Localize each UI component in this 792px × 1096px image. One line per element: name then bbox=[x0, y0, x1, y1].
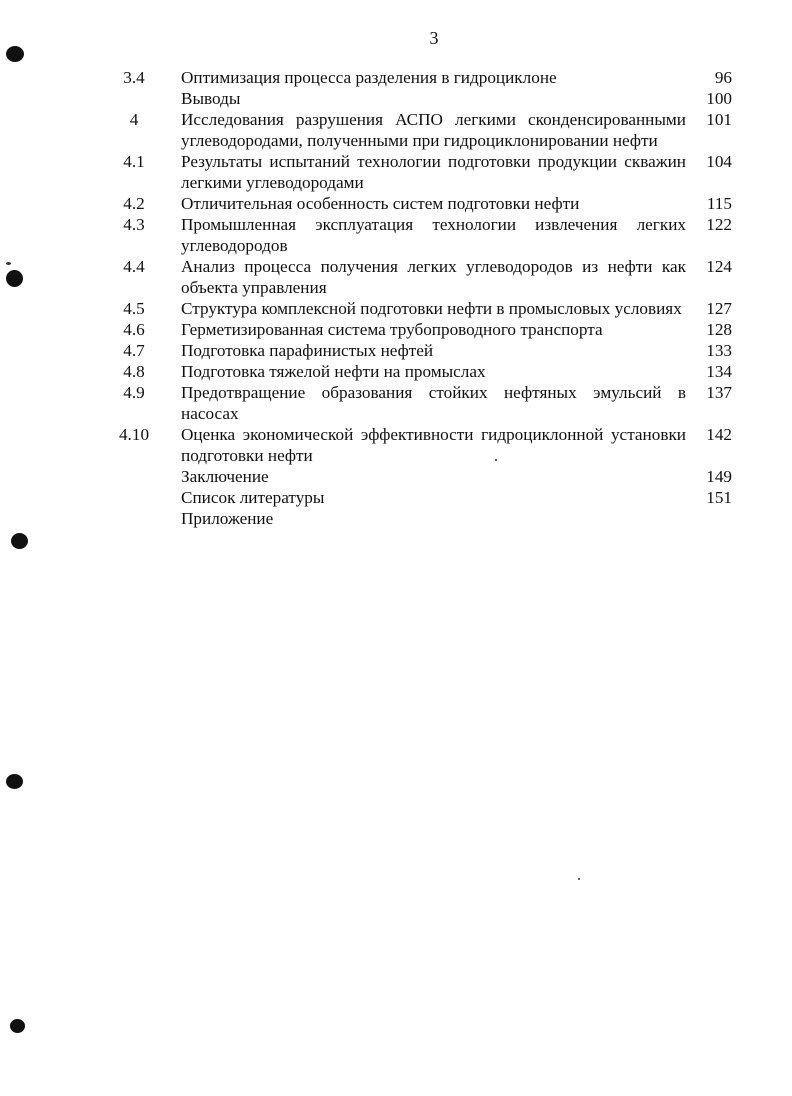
toc-entry bbox=[0, 466, 792, 487]
toc-entry bbox=[0, 109, 792, 151]
toc-entry-number: 4.3 bbox=[123, 215, 145, 234]
toc-entry-number: 4.10 bbox=[118, 425, 150, 444]
toc-entry-page: 137 bbox=[706, 383, 732, 402]
binder-hole-mark bbox=[6, 270, 23, 287]
toc-entry-number: 4.9 bbox=[123, 383, 145, 402]
toc-entry-number: 4.1 bbox=[123, 152, 145, 171]
toc-entry-title: Приложение bbox=[181, 509, 274, 528]
toc-entry-title: Отличительная особенность систем подготовки нефти bbox=[181, 194, 580, 213]
toc-entry-page: 104 bbox=[706, 152, 732, 171]
toc-entry-page: 122 bbox=[706, 215, 732, 234]
toc-entry-number: 4.7 bbox=[123, 341, 145, 360]
toc-entry-page: 151 bbox=[706, 488, 732, 507]
toc-entry bbox=[0, 193, 792, 214]
toc-entry-number: 4.5 bbox=[123, 299, 145, 318]
toc-entry-page: 101 bbox=[706, 110, 732, 129]
toc-entry-page: 133 bbox=[706, 341, 732, 360]
toc-entry-title: Заключение bbox=[181, 467, 269, 486]
toc-entry-title: Предотвращение образования стойких нефтяных эмульсий в насосах bbox=[181, 383, 686, 423]
toc-entry-title: Результаты испытаний технологии подготовки продукции скважин легкими углеводородами bbox=[181, 152, 686, 192]
toc-entry-page: 128 bbox=[706, 320, 732, 339]
toc-entry bbox=[0, 256, 792, 298]
toc-entry bbox=[0, 67, 792, 88]
toc-entry-title: Анализ процесса получения легких углеводородов из нефти как объекта управления bbox=[181, 257, 686, 297]
toc-entry-page: 115 bbox=[706, 194, 732, 213]
toc-entry bbox=[0, 340, 792, 361]
toc-entry-title: Оптимизация процесса разделения в гидроциклоне bbox=[181, 68, 557, 87]
toc-entry-title: Оценка экономической эффективности гидроциклонной установки подготовки нефти bbox=[181, 425, 686, 465]
toc-entry-number: 4 bbox=[129, 110, 139, 129]
toc-entry-title: Подготовка парафинистых нефтей bbox=[181, 341, 434, 360]
toc-entry-title: Исследования разрушения АСПО легкими сконденсированными углеводородами, полученными при гидроциклонировании нефти bbox=[181, 110, 686, 150]
toc-entry bbox=[0, 319, 792, 340]
toc-entry bbox=[0, 151, 792, 193]
toc-entry-title: Список литературы bbox=[181, 488, 325, 507]
toc-entry-number: 4.6 bbox=[123, 320, 145, 339]
page-number: 3 bbox=[429, 28, 439, 48]
scan-speck bbox=[6, 262, 11, 265]
scan-speck bbox=[578, 878, 580, 880]
toc-entry bbox=[0, 214, 792, 256]
toc-entry bbox=[0, 487, 792, 508]
toc-entry-page: 134 bbox=[706, 362, 732, 381]
toc-entry bbox=[0, 508, 792, 529]
toc-entry bbox=[0, 424, 792, 466]
binder-hole-mark bbox=[6, 774, 23, 789]
toc-entry-title: Структура комплексной подготовки нефти в промысловых условиях bbox=[181, 299, 682, 318]
toc-entry bbox=[0, 298, 792, 319]
toc-entry bbox=[0, 361, 792, 382]
toc-entry-page: 96 bbox=[714, 68, 732, 87]
toc-entry-number: 4.4 bbox=[123, 257, 145, 276]
toc-entry-title: Герметизированная система трубопроводного транспорта bbox=[181, 320, 603, 339]
toc-entry-title: Промышленная эксплуатация технологии извлечения легких углеводородов bbox=[181, 215, 686, 255]
toc-entry bbox=[0, 88, 792, 109]
binder-hole-mark bbox=[11, 533, 28, 549]
table-of-contents bbox=[0, 67, 792, 529]
toc-entry-number: 4.2 bbox=[123, 194, 145, 213]
toc-entry-title: Выводы bbox=[181, 89, 241, 108]
toc-entry-number: 4.8 bbox=[123, 362, 145, 381]
toc-entry-title: Подготовка тяжелой нефти на промыслах bbox=[181, 362, 486, 381]
toc-entry-page: 100 bbox=[706, 89, 732, 108]
binder-hole-mark bbox=[10, 1019, 25, 1033]
toc-entry-number: 3.4 bbox=[123, 68, 145, 87]
toc-entry-page: 124 bbox=[706, 257, 732, 276]
toc-entry bbox=[0, 382, 792, 424]
scan-speck bbox=[495, 459, 497, 461]
toc-entry-page: 127 bbox=[706, 299, 732, 318]
toc-entry-page: 142 bbox=[706, 425, 732, 444]
toc-entry-page: 149 bbox=[706, 467, 732, 486]
binder-hole-mark bbox=[6, 46, 24, 62]
